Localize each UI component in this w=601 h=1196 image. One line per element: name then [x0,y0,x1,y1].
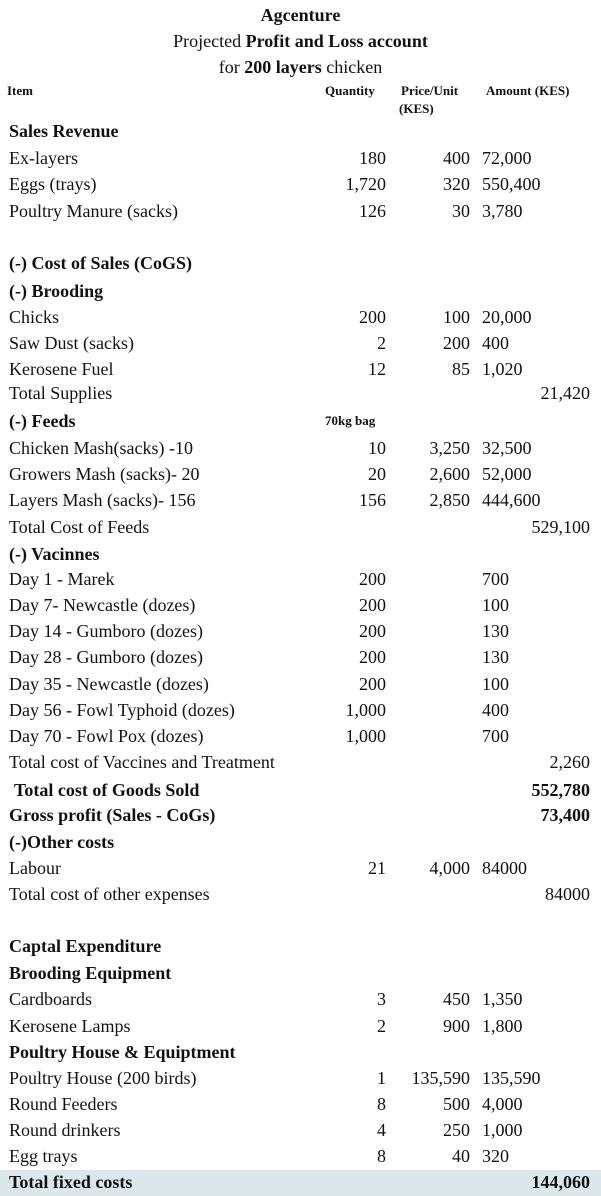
row-item: Day 7- Newcastle (dozes) [9,595,196,615]
row-price: 135,590 [411,1068,470,1088]
report-title-bold: Profit and Loss account [245,31,428,51]
row-quantity: 8 [377,1146,386,1166]
row-item: Day 14 - Gumboro (dozes) [9,621,203,641]
row-item: Poultry Manure (sacks) [9,201,178,221]
report-subtitle [0,57,601,78]
row-item: Day 35 - Newcastle (dozes) [9,674,209,694]
section-heading-label: Poultry House & Equiptment [9,1042,236,1062]
row-quantity: 12 [368,359,386,379]
row-item: Round Feeders [9,1094,118,1114]
row-amount: 444,600 [482,490,541,510]
row-amount: 100 [482,595,509,615]
total-label: Net Profit/(Loss) [9,909,138,929]
section-heading-label: (-) Cost of Sales (CoGS) [9,253,192,273]
row-price: 900 [443,1016,470,1036]
column-header-quantity: Quantity [325,83,375,98]
row-price: 85 [452,359,470,379]
row-amount: 1,350 [482,989,523,1009]
row-item: Ex-layers [9,148,78,168]
row-amount: 52,000 [482,464,532,484]
row-item: Cardboards [9,989,92,1009]
row-quantity: 1,000 [345,700,386,720]
row-amount: 4,000 [482,1094,523,1114]
row-item: Day 1 - Marek [9,569,115,589]
section-heading-label: Sales Revenue [9,121,119,141]
row-price: 2,850 [429,490,470,510]
row-price: 100 [443,307,470,327]
row-amount: 700 [482,569,509,589]
column-header-item: Item [7,83,33,98]
total-value: 21,420 [540,383,590,403]
column-header-price-unit: (KES) [399,101,434,116]
total-value: 144,060 [531,1172,590,1192]
feeds-unit-label: 70kg bag [325,413,376,428]
row-price: 200 [443,333,470,353]
row-price: 30 [452,201,470,221]
row-quantity: 4 [377,1120,386,1140]
row-amount: 130 [482,647,509,667]
total-value: 529,100 [531,517,590,537]
row-quantity: 8 [377,1094,386,1114]
total-value: 552,780 [531,780,590,800]
row-price: 400 [443,148,470,168]
total-fixed-costs-row [0,1170,601,1196]
row-quantity: 10 [368,438,386,458]
report-subtitle-prefix: for [218,57,245,77]
section-heading-label: Captal Expenditure [9,936,162,956]
row-amount: 320 [482,1146,509,1166]
row-item: Kerosene Fuel [9,359,114,379]
report-title [0,31,601,52]
total-label: Gross profit (Sales - CoGs) [9,805,216,825]
row-price: 250 [443,1120,470,1140]
row-quantity: 200 [359,595,386,615]
total-value: 626,180 [531,227,590,247]
row-quantity: 1 [377,1068,386,1088]
row-item: Kerosene Lamps [9,1016,131,1036]
row-amount: 400 [482,333,509,353]
row-price: 450 [443,989,470,1009]
total-label: Total Supplies [9,383,113,403]
row-quantity: 3 [377,989,386,1009]
total-label: Total cost of other expenses [9,884,210,904]
total-label: Total Cost of Feeds [9,517,150,537]
total-label: Total cost of Goods Sold [14,780,200,800]
row-quantity: 20 [368,464,386,484]
row-quantity: 2 [377,1016,386,1036]
row-amount: 135,590 [482,1068,541,1088]
row-amount: 1,800 [482,1016,523,1036]
total-label: Total Sales [9,227,92,247]
row-item: Layers Mash (sacks)- 156 [9,490,196,510]
row-amount: 100 [482,674,509,694]
row-quantity: 126 [359,201,386,221]
row-item: Egg trays [9,1146,78,1166]
row-amount: 400 [482,700,509,720]
row-amount: 130 [482,621,509,641]
row-quantity: 200 [359,569,386,589]
total-value: (10,600) [528,909,590,929]
row-price: 500 [443,1094,470,1114]
total-label: Total cost of Vaccines and Treatment [9,752,275,772]
row-item: Chicken Mash(sacks) -10 [9,438,193,458]
row-quantity: 1,720 [345,174,386,194]
row-amount: 84000 [482,858,527,878]
row-price: 4,000 [429,858,470,878]
row-quantity: 200 [359,307,386,327]
row-amount: 32,500 [482,438,532,458]
row-item: Day 56 - Fowl Typhoid (dozes) [9,700,235,720]
row-amount: 700 [482,726,509,746]
row-quantity: 200 [359,647,386,667]
row-item: Growers Mash (sacks)- 20 [9,464,200,484]
row-item: Round drinkers [9,1120,121,1140]
row-item: Labour [9,858,61,878]
row-amount: 550,400 [482,174,541,194]
total-label: Total fixed costs [9,1172,133,1192]
row-quantity: 21 [368,858,386,878]
company-title: Agcenture [260,5,341,25]
row-item: Saw Dust (sacks) [9,333,134,353]
row-item: Poultry House (200 birds) [9,1068,197,1088]
total-value: 73,400 [540,805,590,825]
row-quantity: 2 [377,333,386,353]
row-quantity: 156 [359,490,386,510]
row-item: Day 28 - Gumboro (dozes) [9,647,203,667]
row-quantity: 200 [359,621,386,641]
column-header-price: Price/Unit [401,83,459,98]
row-price: 3,250 [429,438,470,458]
row-item: Eggs (trays) [9,174,97,194]
row-quantity: 200 [359,674,386,694]
row-item: Day 70 - Fowl Pox (dozes) [9,726,204,746]
row-amount: 3,780 [482,201,523,221]
section-heading-label: (-) Vacinnes [9,544,100,564]
section-heading-label: (-)Other costs [9,832,115,852]
report-subtitle-suffix: chicken [321,57,383,77]
row-quantity: 1,000 [345,726,386,746]
row-price: 2,600 [429,464,470,484]
row-quantity: 180 [359,148,386,168]
row-price: 320 [443,174,470,194]
section-heading-label: (-) Brooding [9,281,104,301]
row-amount: 20,000 [482,307,532,327]
report-title-prefix: Projected [173,31,246,51]
section-heading-label: Brooding Equipment [9,963,172,983]
row-item: Chicks [9,307,60,327]
column-header-amount: Amount (KES) [486,83,570,98]
row-amount: 1,000 [482,1120,523,1140]
section-heading-label: (-) Feeds [9,411,76,431]
total-value: 2,260 [549,752,590,772]
total-value: 84000 [545,884,590,904]
row-amount: 72,000 [482,148,532,168]
row-amount: 1,020 [482,359,523,379]
row-price: 40 [452,1146,470,1166]
report-subtitle-bold: 200 layers [244,57,322,77]
